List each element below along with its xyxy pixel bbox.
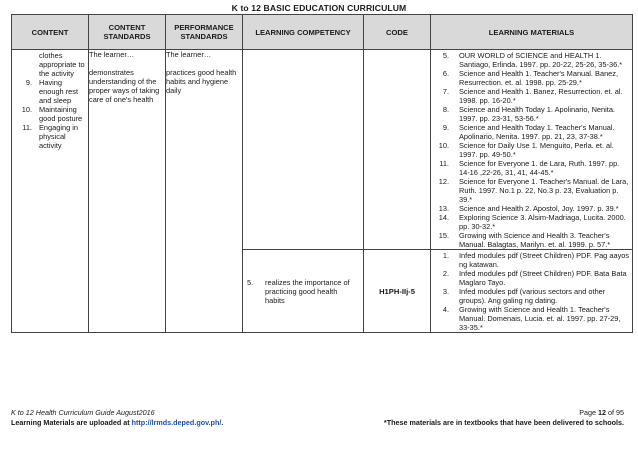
content-item: clothes appropriate to the activity bbox=[39, 51, 85, 78]
content-standards-text: demonstrates understanding of the proper ways of taking care of one's health bbox=[89, 68, 160, 104]
curriculum-table bbox=[11, 14, 633, 333]
content-item: 11. Engaging in physical activity bbox=[22, 123, 79, 150]
performance-standards-text: practices good health habits and hygiene daily bbox=[166, 68, 237, 95]
material-item: 9. Science and Health Today 1. Teacher's Manual. Apolinario, Nenita. 1997. pp. 21, 23, 37-38.* bbox=[442, 123, 615, 141]
uploaded-note: Learning Materials are uploaded at http://lrmds.deped.gov.ph/. bbox=[11, 418, 224, 427]
content-standards-intro: The learner… bbox=[89, 50, 135, 59]
table-header-row bbox=[12, 15, 633, 50]
material-item: 1. Infed modules pdf (Street Children) PDF. Pag aayos ng katawan. bbox=[442, 251, 630, 269]
header-code: CODE bbox=[364, 15, 431, 50]
materials-cell bbox=[431, 50, 633, 250]
page-indicator: Page 12 of 95 bbox=[579, 408, 624, 417]
material-item: 10. Science for Daily Use 1. Menguito, Perla. et. al. 1997. pp. 49-50.* bbox=[438, 141, 614, 159]
header-learning-competency: LEARNING COMPETENCY bbox=[243, 15, 364, 50]
header-content-standards: CONTENT STANDARDS bbox=[89, 15, 166, 50]
competency-text: realizes the importance of practicing good health habits bbox=[265, 277, 350, 305]
competency-cell bbox=[243, 250, 364, 333]
code-cell: H1PH-IIj-5 bbox=[364, 250, 431, 333]
content-item: 9. Having enough rest and sleep bbox=[25, 78, 79, 105]
content-item: 10. Maintaining good posture bbox=[21, 105, 83, 123]
content-cell bbox=[12, 50, 89, 333]
material-item: 15. Growing with Science and Health 3. Teacher's Manual. Balagtas, Marilyn. et. al. 1999. p. 57.* bbox=[438, 231, 611, 249]
header-content: CONTENT bbox=[12, 15, 89, 50]
code-cell-empty bbox=[364, 50, 431, 250]
header-learning-materials: LEARNING MATERIALS bbox=[431, 15, 633, 50]
performance-standards-cell bbox=[166, 50, 243, 333]
document-title: K to 12 BASIC EDUCATION CURRICULUM bbox=[231, 3, 407, 13]
header-performance-standards: PERFORMANCE STANDARDS bbox=[166, 15, 243, 50]
textbook-note: *These materials are in textbooks that have been delivered to schools. bbox=[383, 418, 624, 427]
material-item: 11. Science for Everyone 1. de Lara, Ruth. 1997. pp. 14-16 ,22-26, 31, 41, 44-45.* bbox=[439, 159, 620, 177]
material-item: 4. Growing with Science and Health 1. Teacher's Manual. Domenais, Lucia. et. al. 1997. pp. 27-29, 33-35.* bbox=[442, 305, 621, 332]
table-row bbox=[12, 50, 633, 250]
competency-cell-empty bbox=[243, 50, 364, 250]
lrmds-link[interactable]: http://lrmds.deped.gov.ph/ bbox=[131, 418, 222, 427]
content-standards-cell bbox=[89, 50, 166, 333]
guide-label: K to 12 Health Curriculum Guide August2016 bbox=[11, 408, 155, 417]
page-number: 12 bbox=[598, 408, 607, 417]
material-item: 2. Infed modules pdf (Street Children) PDF. Bata Bata Maglaro Tayo. bbox=[442, 269, 627, 287]
performance-standards-intro: The learner… bbox=[166, 50, 212, 59]
material-item: 7. Science and Health 1. Banez, Resurrection. et. al. 1998. pp. 16-20.* bbox=[442, 87, 623, 105]
material-item: 8. Science and Health Today 1. Apolinario, Nenita. 1997. pp. 23-31, 53-56.* bbox=[442, 105, 615, 123]
material-item: 6. Science and Health 1. Teacher's Manual. Banez, Resurrection. et. al. 1998. pp. 25-29.* bbox=[442, 69, 619, 87]
competency-number: 5. bbox=[247, 277, 254, 287]
materials-cell bbox=[431, 250, 633, 333]
material-item: 12. Science for Everyone 1. Teacher's Manual. de Lara, Ruth. 1997. No.1 p. 22, No.3 p. 23, Evaluation p. 39.* bbox=[438, 177, 629, 204]
material-item: 14. Exploring Science 3. Alsim-Madriaga, Lucita. 2000. pp. 30-32.* bbox=[438, 213, 626, 231]
material-item: 13. Science and Health 2. Apostol, Joy. 1997. p. 39.* bbox=[438, 204, 619, 213]
material-item: 5. OUR WORLD of SCIENCE and HEALTH 1. Santiago, Erlinda. 1997. pp. 20-22, 25-26, 35-36.* bbox=[442, 51, 623, 69]
material-item: 3. Infed modules pdf (various sectors and other groups). Ang galing ng dating. bbox=[442, 287, 606, 305]
